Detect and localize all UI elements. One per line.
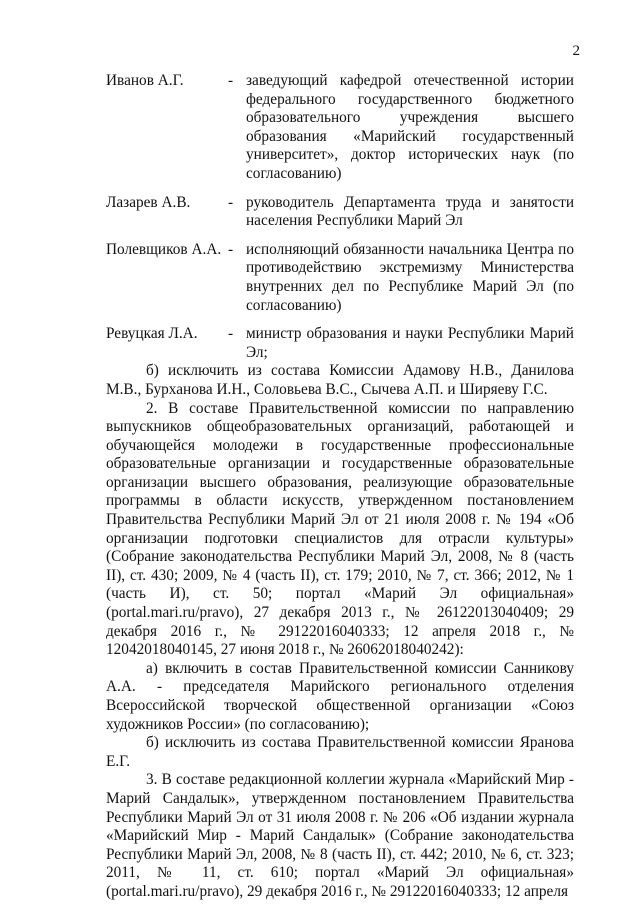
- member-description: министр образования и науки Республики Марий Эл;: [246, 325, 574, 361]
- member-description: исполняющий обязанности начальника Центра по противодействию экстремизму Министерства внутренних дел по Республике Марий Эл (по согласованию): [246, 240, 574, 314]
- paragraph-exclude-commission: б) исключить из состава Комиссии Адамову Н.В., Данилова М.В., Бурханова И.Н., Соловьева В.С., Сычева А.П. и Ширяеву Г.С.: [106, 362, 574, 398]
- member-name: Полевщиков А.А.: [106, 240, 222, 258]
- member-dash: -: [228, 193, 234, 211]
- page-number: 2: [572, 43, 580, 59]
- member-name: Лазарев А.В.: [106, 193, 191, 211]
- member-entry: [106, 241, 574, 315]
- paragraph-section-3: 3. В составе редакционной коллегии журнала «Марийский Мир - Марий Сандалык», утвержденном постановлением Правительства Республики Марий Эл от 31 июля 2008 г. № 206 «Об издании журнала «Марийский Мир - Марий Сандалык» (Собрание законодательства Республики Марий Эл, 2008, № 8 (часть II), ст. 442; 2010, № 6, ст. 323; 2011, № 11, ст. 610; портал «Марий Эл официальная» (portal.mari.ru/pravo), 29 декабря 2016 г., № 29122016040333; 12 апреля: [106, 771, 574, 900]
- member-entry: [106, 194, 574, 231]
- member-description: заведующий кафедрой отечественной истории федерального государственного бюджетного образовательного учреждения высшего образования «Марийский государственный университет», доктор исторических наук (по согласованию): [246, 72, 574, 182]
- member-dash: -: [228, 325, 234, 343]
- paragraph-include-sannikova: а) включить в состав Правительственной комиссии Санникову А.А. - председателя Марийского регионального отделения Всероссийской творческой общественной организации «Союз художников России» (по согласованию);: [106, 659, 574, 733]
- member-dash: -: [228, 72, 234, 89]
- member-entry: [106, 325, 574, 362]
- paragraph-exclude-yaranov: б) исключить из состава Правительственной комиссии Яранова Е.Г.: [106, 734, 574, 770]
- member-name: Иванов А.Г.: [106, 72, 184, 89]
- paragraph-section-2: 2. В составе Правительственной комиссии по направлению выпускников общеобразовательных организаций, работающей и обучающейся молодежи в государственные профессиональные образовательные организации и государственные образовательные организации высшего образования, реализующие образовательные программы в области искусств, утвержденном постановлением Правительства Республики Марий Эл от 21 июля 2008 г. № 194 «Об организации подготовки специалистов для отрасли культуры» (Собрание законодательства Республики Марий Эл, 2008, № 8 (часть II), ст. 430; 2009, № 4 (часть II), ст. 179; 2010, № 7, ст. 366; 2012, № 1 (часть И), ст. 50; портал «Марий Эл официальная» (portal.mari.ru/pravo), 27 декабря 2013 г., № 26122013040409; 29 декабря 2016 г., № 29122016040333; 12 апреля 2018 г., № 12042018040145, 27 июня 2018 г., № 26062018040242):: [106, 399, 574, 659]
- member-dash: -: [228, 240, 234, 258]
- document-body: [106, 72, 574, 902]
- member-entry: [106, 72, 574, 184]
- member-description: руководитель Департамента труда и занятости населения Республики Марий Эл: [246, 193, 574, 230]
- member-name: Ревуцкая Л.А.: [106, 325, 198, 343]
